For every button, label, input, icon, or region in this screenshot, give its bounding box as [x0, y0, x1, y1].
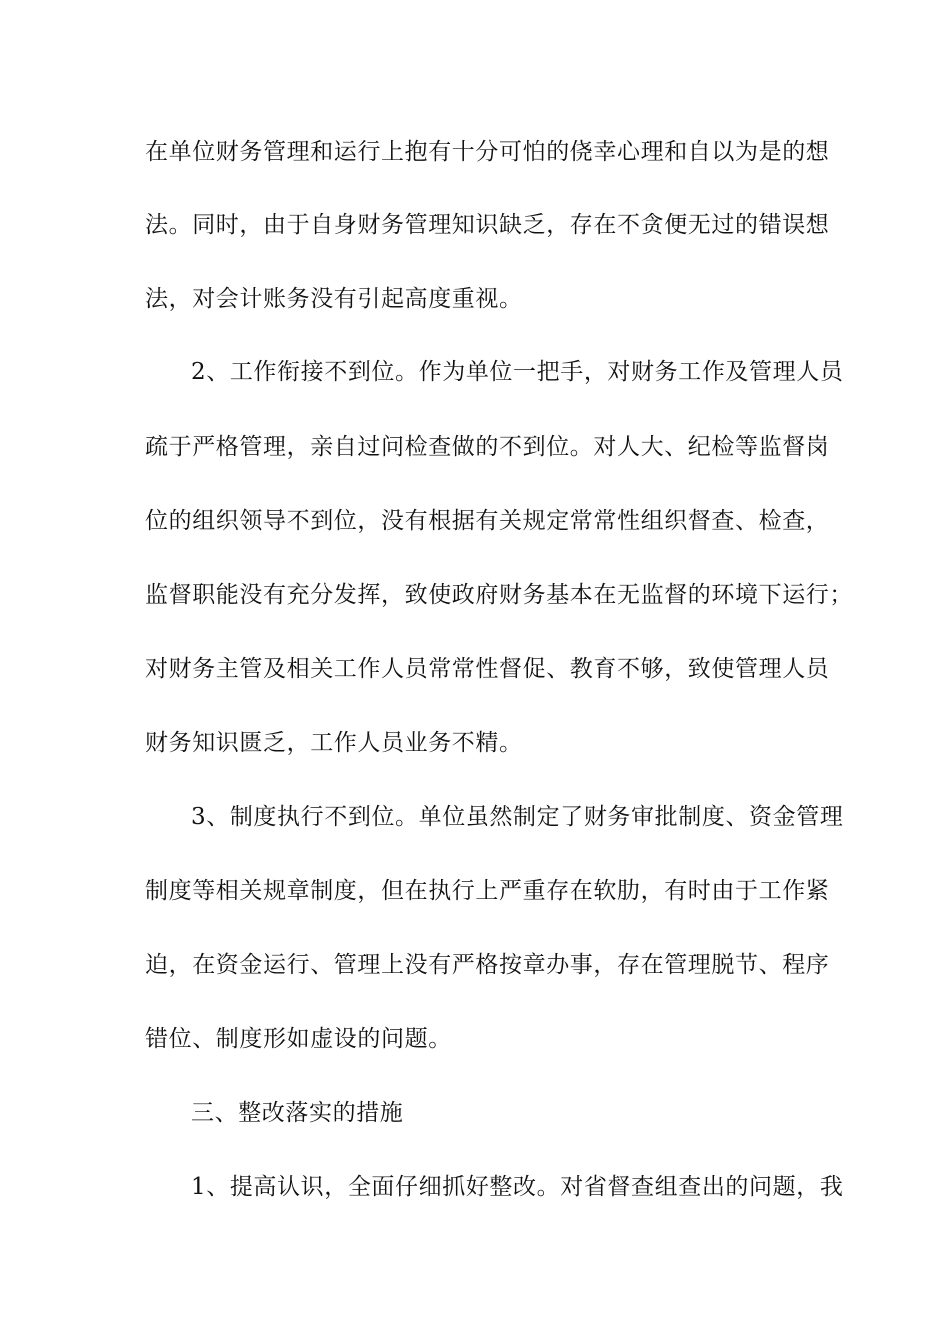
- text-line: 法，对会计账务没有引起高度重视。: [145, 286, 523, 312]
- section-heading: 三、整改落实的措施: [191, 1100, 404, 1126]
- text-line: 位的组织领导不到位，没有根据有关规定常常性组织督查、检查，: [145, 508, 830, 534]
- paragraph-heading-1: 1、提高认识，全面仔细抓好整改。对省督查组查出的问题，我: [191, 1174, 844, 1200]
- text-line: 对财务主管及相关工作人员常常性督促、教育不够，致使管理人员: [145, 656, 830, 682]
- text-line: 制度等相关规章制度，但在执行上严重存在软肋，有时由于工作紧: [145, 878, 830, 904]
- text-line: 财务知识匮乏，工作人员业务不精。: [145, 730, 523, 756]
- text-line: 错位、制度形如虚设的问题。: [145, 1026, 452, 1052]
- text-line: 迫，在资金运行、管理上没有严格按章办事，存在管理脱节、程序: [145, 952, 830, 978]
- paragraph-heading-2: 2、工作衔接不到位。作为单位一把手，对财务工作及管理人员: [191, 359, 844, 385]
- text-line: 法。同时，由于自身财务管理知识缺乏，存在不贪便无过的错误想: [145, 212, 830, 238]
- text-line: 在单位财务管理和运行上抱有十分可怕的侥幸心理和自以为是的想: [145, 139, 830, 165]
- text-line: 疏于严格管理，亲自过问检查做的不到位。对人大、纪检等监督岗: [145, 434, 830, 460]
- text-line: 监督职能没有充分发挥，致使政府财务基本在无监督的环境下运行；: [145, 582, 853, 608]
- paragraph-heading-3: 3、制度执行不到位。单位虽然制定了财务审批制度、资金管理: [191, 804, 844, 830]
